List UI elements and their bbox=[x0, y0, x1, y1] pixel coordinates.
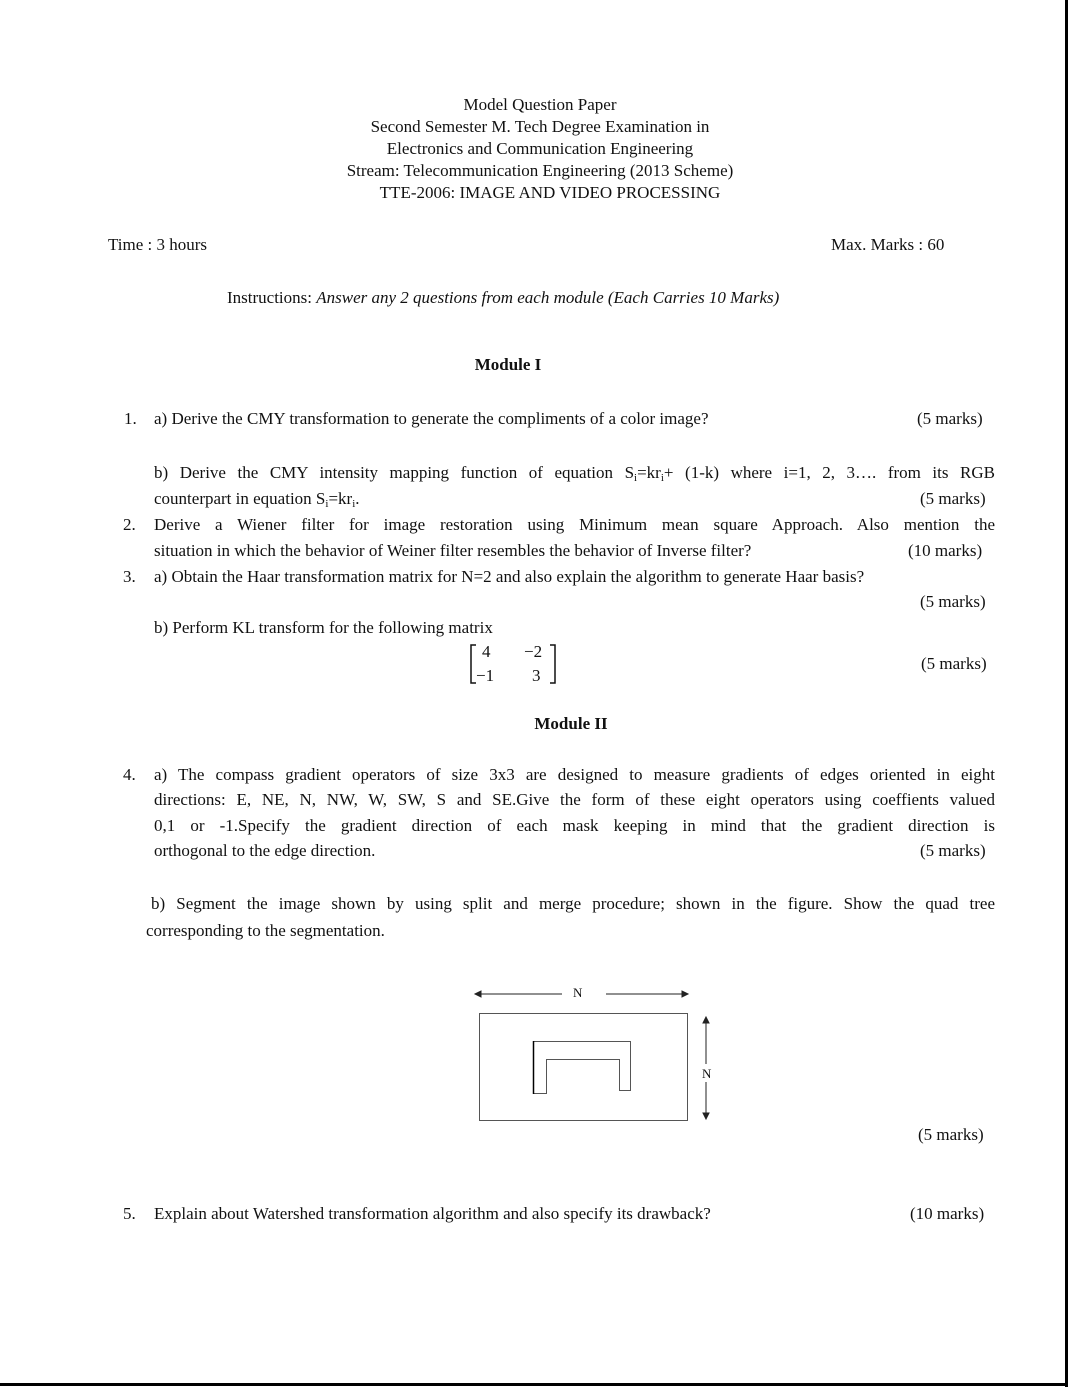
q1a-text: a) Derive the CMY transformation to generate the compliments of a color image? bbox=[154, 409, 709, 428]
text: b) Derive the CMY intensity mapping function of equation S bbox=[154, 463, 635, 482]
q2-marks: (10 marks) bbox=[908, 541, 983, 560]
question-number: 5. bbox=[123, 1204, 136, 1223]
page-edge-bottom bbox=[0, 1383, 1068, 1386]
q4a-line1: a) The compass gradient operators of size 3x3 are designed to measure gradients of edges oriented in eight bbox=[154, 765, 995, 784]
header-title: Model Question Paper bbox=[463, 95, 617, 114]
q4b-line2: corresponding to the segmentation. bbox=[146, 921, 385, 940]
subscript: i bbox=[352, 498, 356, 510]
question-number: 4. bbox=[123, 765, 136, 784]
matrix bbox=[468, 642, 560, 686]
question-number: 2. bbox=[123, 515, 136, 534]
page-edge-right bbox=[1065, 0, 1068, 1387]
header-branch: Electronics and Communication Engineering bbox=[386, 139, 694, 158]
matrix-cell: −2 bbox=[524, 642, 543, 661]
q4a-line3: 0,1 or -1.Specify the gradient direction of each mask keeping in mind that the gradient direction is bbox=[154, 816, 995, 835]
module-2-title: Module II bbox=[534, 714, 608, 733]
figure-label-width: N bbox=[573, 985, 583, 1000]
subscript: i bbox=[634, 472, 638, 484]
matrix-cell: 4 bbox=[482, 642, 491, 661]
text: =kr bbox=[637, 463, 661, 482]
instructions-label: Instructions: bbox=[227, 288, 317, 307]
q3b-marks: (5 marks) bbox=[921, 654, 987, 673]
instructions bbox=[227, 288, 779, 308]
header-course: TTE-2006: IMAGE AND VIDEO PROCESSING bbox=[379, 183, 721, 202]
q4a-line4: orthogonal to the edge direction. bbox=[154, 841, 376, 860]
text: =kr bbox=[328, 489, 353, 508]
figure-drawing bbox=[460, 980, 740, 1130]
question-number: 1. bbox=[124, 409, 137, 428]
q1a-marks: (5 marks) bbox=[917, 409, 983, 428]
q4a-marks: (5 marks) bbox=[920, 841, 986, 860]
q1b-line1 bbox=[154, 463, 995, 483]
header-stream: Stream: Telecommunication Engineering (2013 Scheme) bbox=[346, 161, 734, 180]
figure-label-height: N bbox=[702, 1066, 712, 1081]
matrix-cell: 3 bbox=[532, 666, 541, 685]
text: . bbox=[355, 489, 360, 508]
segmentation-figure bbox=[460, 980, 740, 1130]
instructions-text: Answer any 2 questions from each module (Each Carries 10 Marks) bbox=[316, 288, 780, 307]
q5-marks: (10 marks) bbox=[910, 1204, 985, 1223]
q4b-marks: (5 marks) bbox=[918, 1125, 984, 1144]
matrix-cell: −1 bbox=[476, 666, 495, 685]
q3b-text: b) Perform KL transform for the following matrix bbox=[154, 618, 493, 637]
q2-line2: situation in which the behavior of Weiner filter resembles the behavior of Inverse filter? bbox=[154, 541, 752, 560]
header-exam: Second Semester M. Tech Degree Examination in bbox=[370, 117, 710, 136]
subscript: i bbox=[325, 498, 329, 510]
subscript: i bbox=[660, 472, 664, 484]
text: counterpart in equation S bbox=[154, 489, 326, 508]
text: + (1-k) where i=1, 2, 3…. from its RGB bbox=[663, 463, 995, 482]
q1b-line2 bbox=[154, 489, 360, 509]
q5-text: Explain about Watershed transformation algorithm and also specify its drawback? bbox=[154, 1204, 711, 1223]
max-marks-label: Max. Marks : 60 bbox=[831, 235, 945, 254]
question-number: 3. bbox=[123, 567, 136, 586]
q1b-marks: (5 marks) bbox=[920, 489, 986, 508]
q4b-line1: b) Segment the image shown by using split and merge procedure; shown in the figure. Show the quad tree bbox=[151, 894, 995, 913]
module-1-title: Module I bbox=[474, 355, 542, 374]
q4a-line2: directions: E, NE, N, NW, W, SW, S and SE.Give the form of these eight operators using coeffients valued bbox=[154, 790, 995, 809]
q3a-marks: (5 marks) bbox=[920, 592, 986, 611]
time-label: Time : 3 hours bbox=[108, 235, 208, 254]
q2-line1: Derive a Wiener filter for image restoration using Minimum mean square Approach. Also mention the bbox=[154, 515, 995, 534]
q3a-text: a) Obtain the Haar transformation matrix for N=2 and also explain the algorithm to generate Haar basis? bbox=[154, 567, 865, 586]
